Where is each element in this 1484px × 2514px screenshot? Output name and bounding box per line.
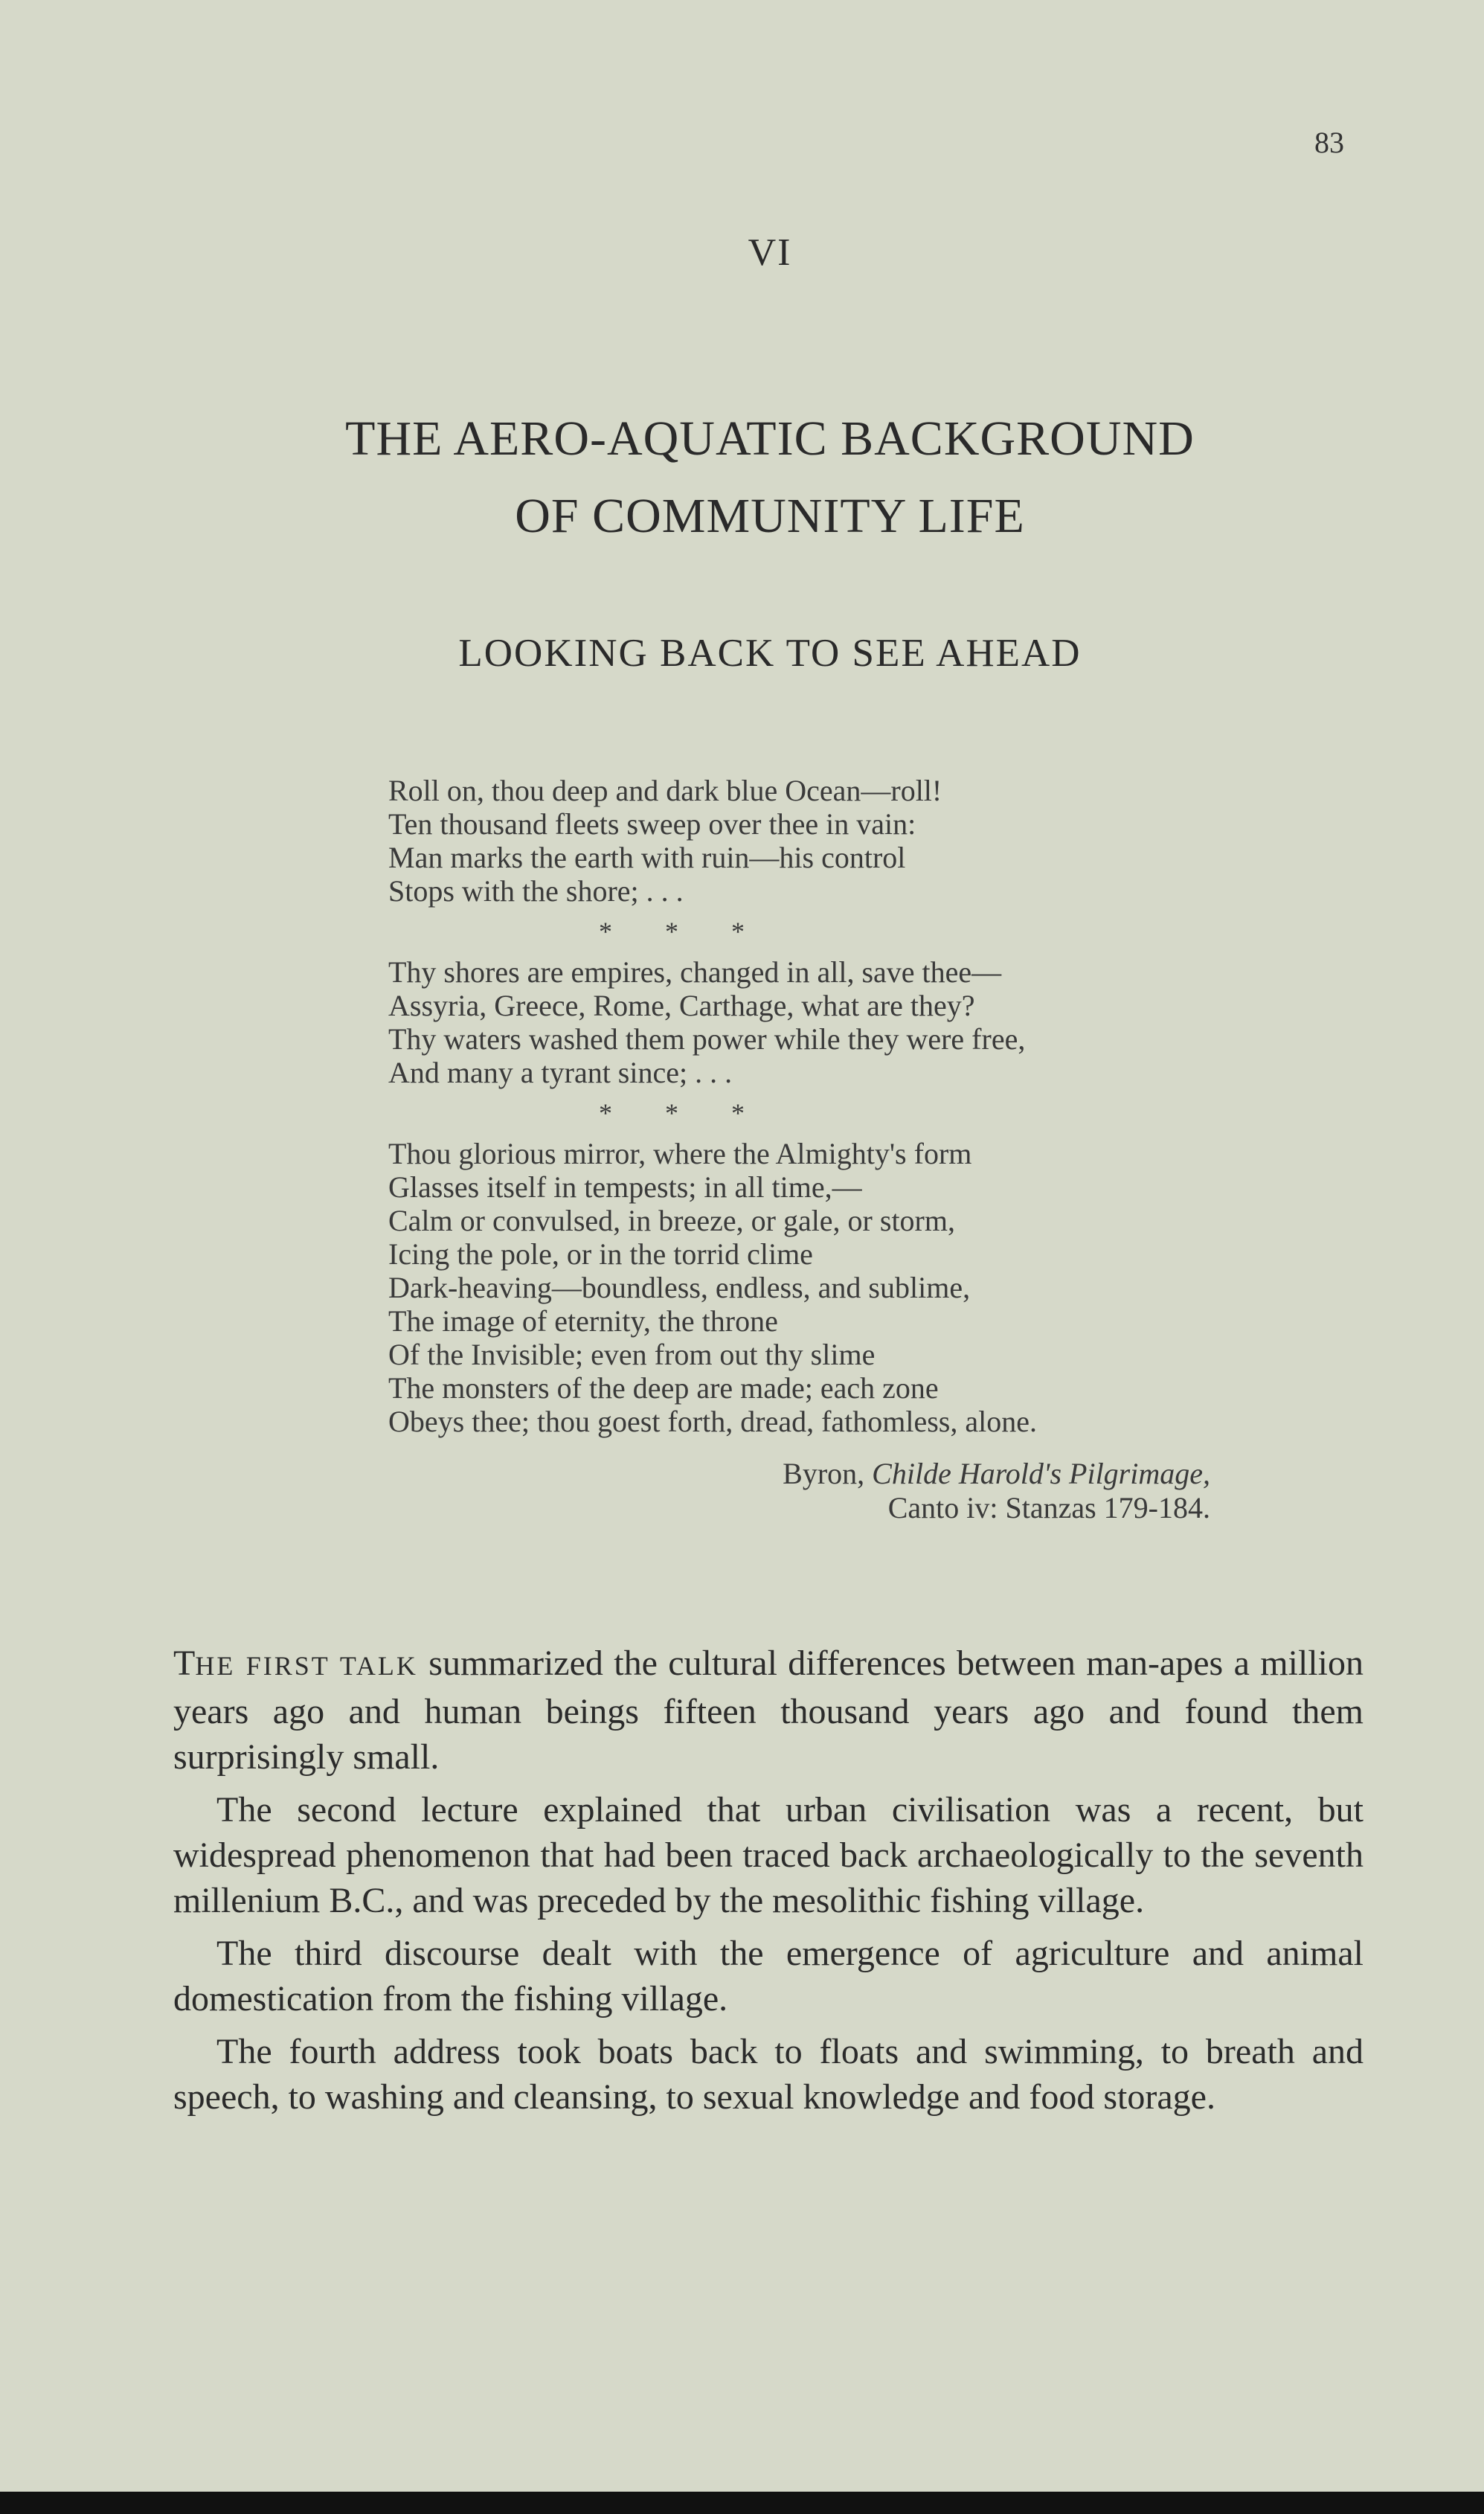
poem-line: Glasses itself in tempests; in all time,— [388,1170,862,1204]
poem-stanza-3 [388,1137,1221,1438]
paragraph-4: The fourth address took boats back to floats and swimming, to breath and speech, to washing and cleansing, to sexual knowledge and food storage. [173,2032,1363,2117]
poem-line: And many a tyrant since; . . . [388,1056,733,1089]
body-text [173,1641,1363,2127]
epigraph-poem [388,774,1221,1438]
poem-line: Calm or convulsed, in breeze, or gale, or storm, [388,1204,955,1237]
poem-line: Of the Invisible; even from out thy slime [388,1338,876,1371]
poem-line: Obeys thee; thou goest forth, dread, fathomless, alone. [388,1405,1037,1438]
poem-stanza-1 [388,774,1221,908]
poem-line: Icing the pole, or in the torrid clime [388,1237,813,1271]
paragraph-2: The second lecture explained that urban civilisation was a recent, but widespread phenomenon that had been traced back archaeologically to the seventh millenium B.C., and was preceded by the mesolithic fishing village. [173,1790,1363,1920]
poem-line: Thy shores are empires, changed in all, save thee— [388,955,1002,989]
poem-line: Thy waters washed them power while they were free, [388,1022,1026,1056]
attribution-work: Childe Harold's Pilgrimage, [872,1457,1210,1490]
chapter-title-line-1: THE AERO-AQUATIC BACKGROUND [345,411,1195,466]
poem-line: The monsters of the deep are made; each zone [388,1371,939,1405]
poem-stanza-2 [388,955,1221,1089]
poem-line: The image of eternity, the throne [388,1304,778,1338]
poem-line: Ten thousand fleets sweep over thee in vain: [388,807,916,841]
chapter-title [0,400,1484,555]
paragraph-3: The third discourse dealt with the emergence of agriculture and animal domestication from the fishing village. [173,1934,1363,2018]
stanza-separator: * * * [599,1098,745,1128]
chapter-number: VI [748,231,792,274]
poem-line: Dark-heaving—boundless, endless, and sublime, [388,1271,971,1304]
section-title: LOOKING BACK TO SEE AHEAD [458,632,1082,675]
poem-line: Thou glorious mirror, where the Almighty's form [388,1137,972,1170]
attribution-reference: Canto iv: Stanzas 179-184. [887,1491,1210,1524]
stanza-separator: * * * [599,917,745,946]
paragraph-1 [173,1641,1363,1780]
lead-capital: T [173,1644,196,1683]
poem-line: Man marks the earth with ruin—his control [388,841,906,874]
scan-bottom-edge [0,2492,1484,2514]
poem-line: Assyria, Greece, Rome, Carthage, what are they? [388,989,975,1022]
poem-line: Roll on, thou deep and dark blue Ocean—roll! [388,774,942,807]
page-number: 83 [1314,126,1344,159]
attribution-source [783,1457,1210,1491]
poem-line: Stops with the shore; . . . [388,874,684,908]
chapter-title-line-2: OF COMMUNITY LIFE [515,489,1025,543]
lead-small-caps: HE FIRST TALK [195,1651,418,1681]
poem-attribution [783,1457,1210,1525]
attribution-author: Byron, [783,1457,865,1490]
paragraph-1-text: summarized the cultural differences between man-apes a million years ago and human beings fifteen thousand years ago and found them surprisingly small. [173,1644,1363,1777]
